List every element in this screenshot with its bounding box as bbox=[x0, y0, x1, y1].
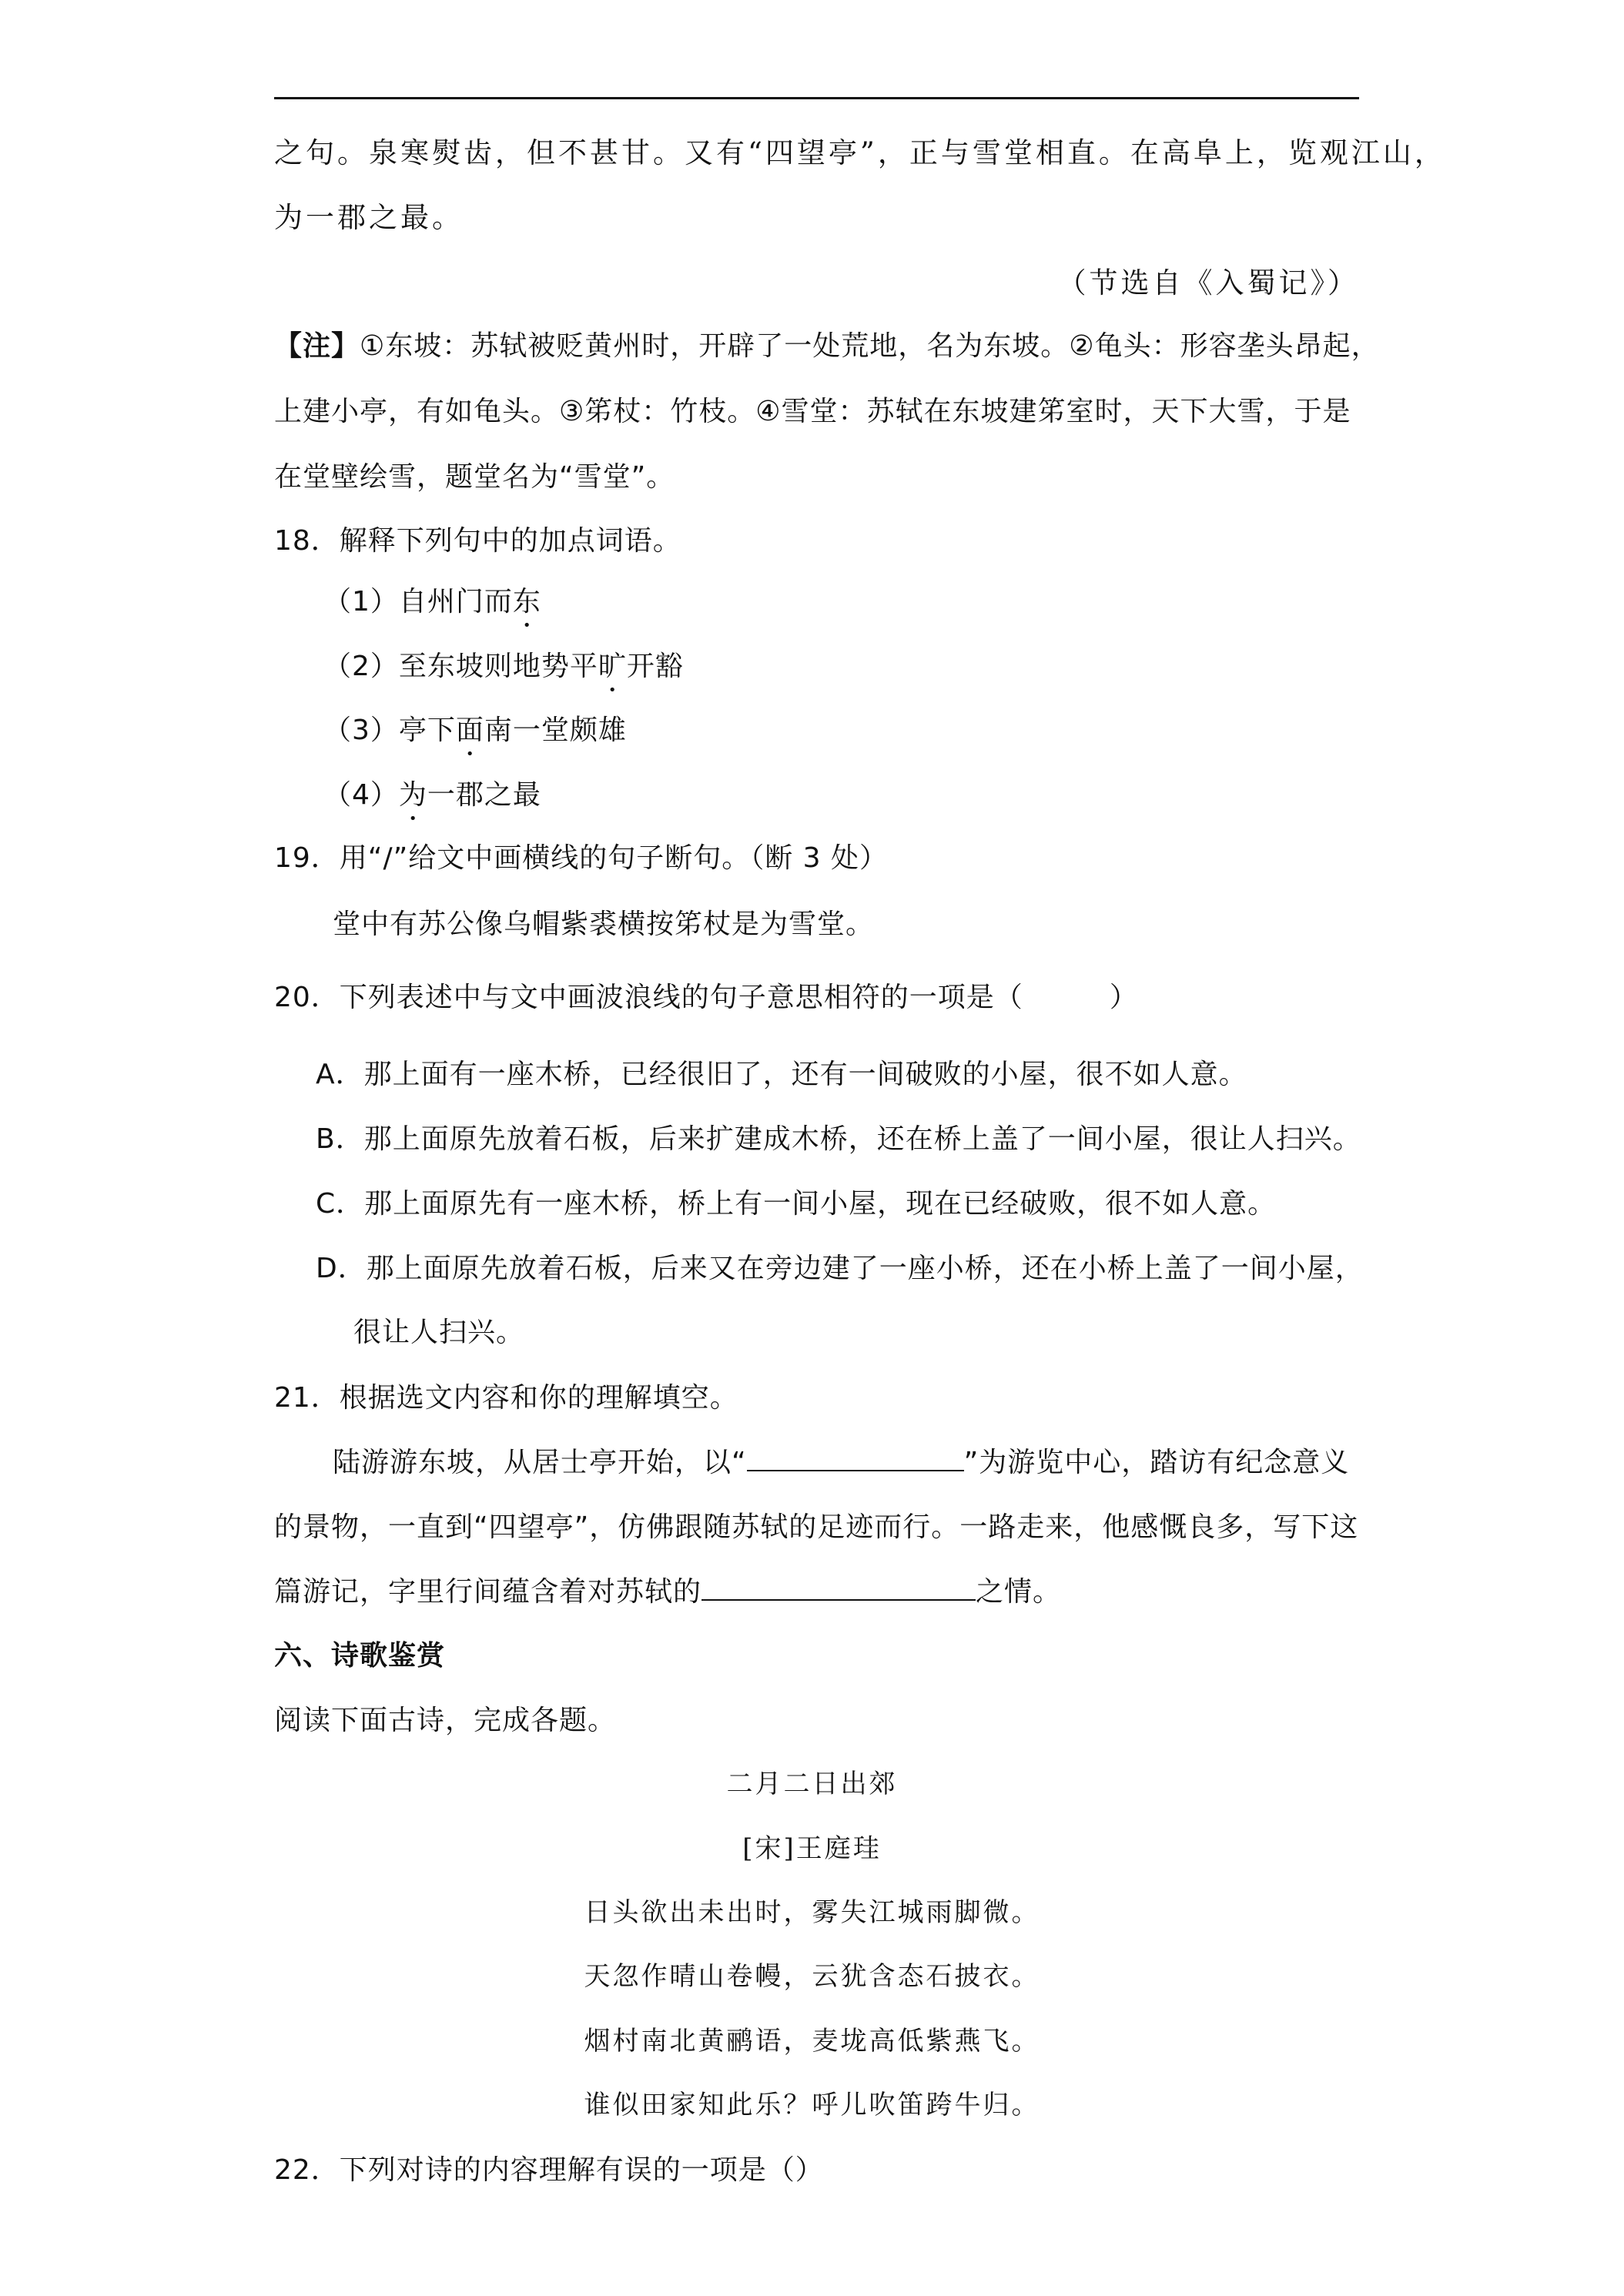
header-rule bbox=[274, 97, 1359, 99]
q21-stem: 21．根据选文内容和你的理解填空。 bbox=[274, 1382, 738, 1414]
q21-line-3: 篇游记，字里行间蕴含着对苏轼的 之情。 bbox=[274, 1576, 1062, 1608]
poem-author: [宋]王庭珪 bbox=[742, 1833, 882, 1864]
q19-stem: 19．用“/”给文中画横线的句子断句。（断 3 处） bbox=[274, 842, 889, 874]
note-label: 【注】 bbox=[274, 330, 360, 362]
poem-line-1: 日头欲出未出时，雾失江城雨脚微。 bbox=[584, 1897, 1040, 1928]
note-line-1 bbox=[274, 330, 1380, 362]
section-heading: 六、诗歌鉴赏 bbox=[274, 1640, 446, 1672]
note-line-3: 在堂壁绘雪，题堂名为“雪堂”。 bbox=[274, 461, 675, 493]
q20-stem: 20．下列表述中与文中画波浪线的句子意思相符的一项是（ ） bbox=[274, 982, 1138, 1013]
poem-line-4: 谁似田家知此乐？呼儿吹笛跨牛归。 bbox=[584, 2090, 1040, 2120]
poem-line-3: 烟村南北黄鹂语，麦垅高低紫燕飞。 bbox=[584, 2026, 1040, 2057]
q18-stem: 18．解释下列句中的加点词语。 bbox=[274, 525, 681, 557]
q18-item-1: （1）自州门而东 bbox=[323, 586, 541, 618]
note-line-2: 上建小亭，有如龟头。③笫杖：竹枝。④雪堂：苏轼在东坡建笫室时，天下大雪，于是 bbox=[274, 396, 1351, 427]
fill-blank-2[interactable] bbox=[702, 1596, 976, 1601]
q20-option-c: C．那上面原先有一座木桥，桥上有一间小屋，现在已经破败，很不如人意。 bbox=[316, 1188, 1277, 1220]
passage-source: （节选自《入蜀记》） bbox=[1057, 266, 1359, 300]
q20-option-b: B．那上面原先放着石板，后来扩建成木桥，还在桥上盖了一间小屋，很让人扫兴。 bbox=[316, 1123, 1361, 1155]
section-instruction: 阅读下面古诗，完成各题。 bbox=[274, 1705, 617, 1736]
q18-item-4: （4）为一郡之最 bbox=[323, 779, 541, 811]
q18-item-3: （3）亭下面南一堂颇雄 bbox=[323, 715, 627, 746]
fill-blank-1[interactable] bbox=[747, 1467, 964, 1471]
q21-line-1: 陆游游东坡，从居士亭开始，以“ ”为游览中心，踏访有纪念意义 bbox=[333, 1447, 1350, 1478]
poem-title: 二月二日出郊 bbox=[726, 1769, 898, 1799]
dotted-word: 旷 bbox=[598, 651, 627, 682]
note-text-1: ①东坡：苏轼被贬黄州时，开辟了一处荒地，名为东坡。②龟头：形容垄头昂起， bbox=[360, 330, 1380, 362]
q18-item-2: （2）至东坡则地势平旷开豁 bbox=[323, 651, 684, 682]
q20-option-d-cont: 很让人扫兴。 bbox=[353, 1317, 525, 1348]
dotted-word: 为 bbox=[398, 779, 427, 811]
q19-sentence: 堂中有苏公像乌帽紫裘横按笫杖是为雪堂。 bbox=[333, 909, 875, 940]
q21-line-2: 的景物，一直到“四望亭”，仿佛跟随苏轼的足迹而行。一路走来，他感慨良多，写下这 bbox=[274, 1511, 1359, 1543]
q20-option-d: D．那上面原先放着石板，后来又在旁边建了一座小桥，还在小桥上盖了一间小屋， bbox=[316, 1253, 1364, 1284]
passage-line-1: 之句。泉寒熨齿，但不甚甘。又有“四望亭”，正与雪堂相直。在高阜上，览观江山， bbox=[274, 136, 1446, 169]
q20-option-a: A．那上面有一座木桥，已经很旧了，还有一间破败的小屋，很不如人意。 bbox=[316, 1059, 1247, 1090]
poem-line-2: 天忽作晴山卷幔，云犹含态石披衣。 bbox=[584, 1961, 1040, 1992]
dotted-word: 东 bbox=[512, 586, 541, 618]
dotted-word: 面 bbox=[455, 715, 484, 746]
passage-line-2: 为一郡之最。 bbox=[274, 201, 464, 234]
q22-stem: 22．下列对诗的内容理解有误的一项是（） bbox=[274, 2154, 824, 2186]
